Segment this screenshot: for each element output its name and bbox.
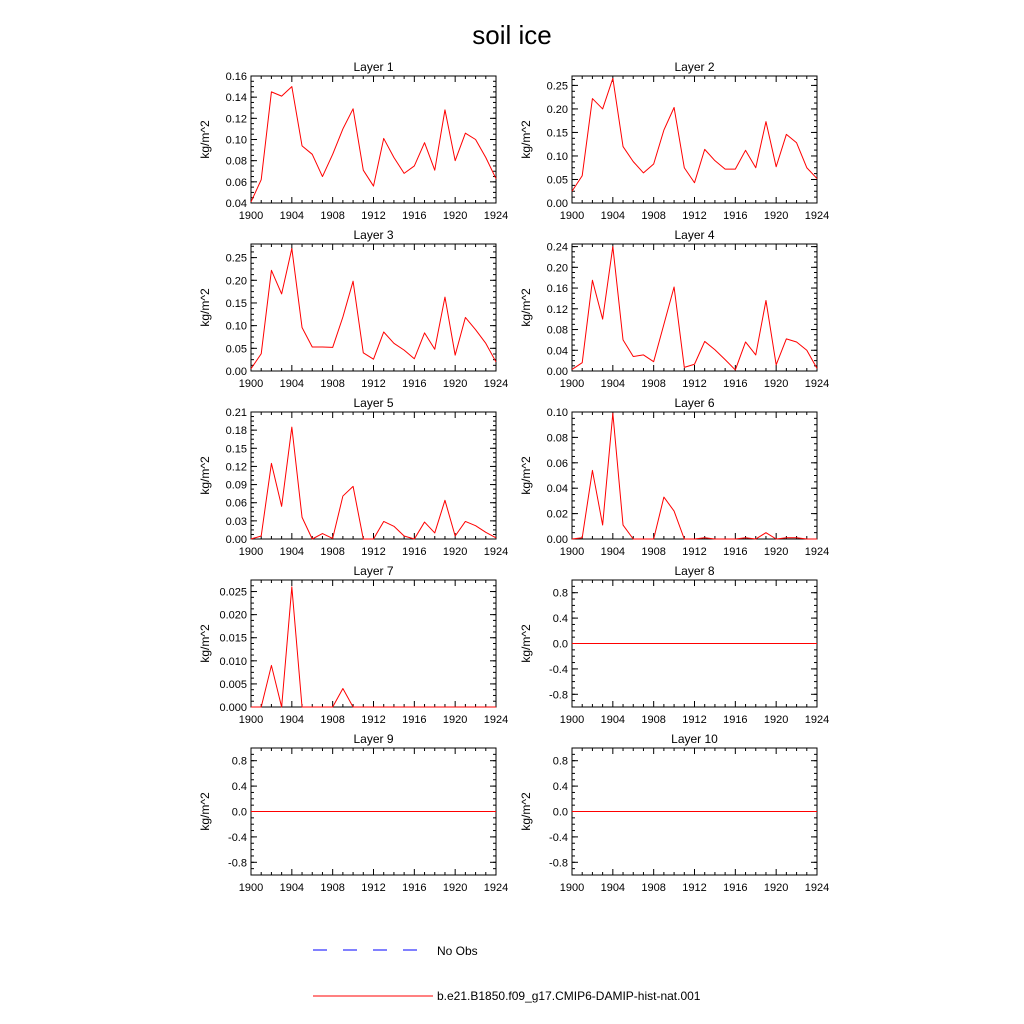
x-tick-label: 1916 (402, 714, 427, 726)
plot-frame (251, 244, 496, 371)
y-axis-label: kg/m^2 (519, 792, 533, 831)
y-tick-label: 0.16 (546, 283, 568, 296)
panel-title: Layer 8 (674, 564, 715, 578)
y-tick-label: 0.09 (225, 479, 247, 492)
y-tick-label: 0.15 (225, 443, 247, 456)
y-tick-label: 0.10 (546, 407, 568, 419)
x-tick-label: 1908 (320, 210, 345, 222)
x-tick-label: 1920 (442, 882, 468, 894)
x-tick-label: 1916 (723, 378, 748, 390)
x-tick-label: 1904 (279, 714, 305, 726)
panel-layer-7 (198, 564, 508, 726)
y-tick-label: 0.06 (225, 497, 247, 510)
y-tick-label: -0.4 (549, 831, 568, 844)
y-axis-label: kg/m^2 (198, 288, 212, 327)
panel-title: Layer 9 (353, 732, 394, 746)
panel-layer-9 (198, 732, 508, 894)
x-tick-label: 1916 (402, 546, 427, 558)
y-tick-label: 0.04 (546, 345, 568, 358)
y-tick-label: 0.24 (546, 241, 568, 254)
x-tick-label: 1924 (804, 882, 830, 894)
x-tick-label: 1924 (483, 378, 509, 390)
y-tick-label: 0.4 (552, 613, 568, 626)
panel-title: Layer 3 (353, 228, 394, 242)
x-tick-label: 1920 (442, 546, 468, 558)
legend-obs-label: No Obs (437, 944, 478, 958)
x-tick-label: 1920 (442, 210, 468, 222)
y-tick-label: 0.06 (225, 176, 247, 189)
x-tick-label: 1900 (238, 210, 264, 222)
x-tick-label: 1900 (559, 882, 585, 894)
panel-title: Layer 7 (353, 564, 394, 578)
y-tick-label: 0.015 (219, 632, 247, 645)
y-axis-label: kg/m^2 (198, 624, 212, 663)
series-line-model (251, 249, 496, 369)
x-tick-label: 1912 (682, 714, 707, 726)
series-line-model (572, 413, 817, 539)
x-tick-label: 1920 (763, 210, 789, 222)
x-tick-label: 1912 (682, 882, 707, 894)
y-tick-label: 0.20 (546, 103, 568, 116)
y-tick-label: 0.00 (225, 534, 247, 546)
x-tick-label: 1912 (361, 210, 386, 222)
panel-layer-6 (519, 396, 829, 558)
panel-title: Layer 6 (674, 396, 715, 410)
x-tick-label: 1924 (483, 210, 509, 222)
x-tick-label: 1908 (641, 210, 666, 222)
x-tick-label: 1912 (361, 378, 386, 390)
x-tick-label: 1900 (559, 378, 585, 390)
x-tick-label: 1904 (279, 882, 305, 894)
y-tick-label: 0.15 (225, 297, 247, 310)
panel-layer-4 (519, 228, 829, 390)
y-axis-label: kg/m^2 (519, 288, 533, 327)
y-tick-label: 0.005 (219, 678, 247, 691)
legend (313, 944, 701, 1003)
series-line-model (251, 587, 496, 707)
y-tick-label: 0.8 (552, 755, 568, 768)
y-tick-label: 0.00 (546, 534, 568, 546)
y-tick-label: 0.05 (546, 174, 568, 187)
y-axis-label: kg/m^2 (519, 456, 533, 495)
panel-layer-1 (198, 60, 508, 222)
y-tick-label: 0.08 (225, 155, 247, 168)
plot-frame (251, 580, 496, 707)
y-axis-label: kg/m^2 (519, 120, 533, 159)
x-tick-label: 1908 (320, 882, 345, 894)
y-tick-label: 0.18 (225, 425, 247, 438)
y-tick-label: 0.020 (219, 609, 247, 622)
y-tick-label: 0.03 (225, 515, 247, 528)
panel-title: Layer 2 (674, 60, 715, 74)
y-tick-label: -0.8 (549, 689, 568, 702)
x-tick-label: 1900 (559, 714, 585, 726)
y-tick-label: 0.000 (219, 702, 247, 714)
x-tick-label: 1924 (804, 546, 830, 558)
x-tick-label: 1924 (804, 378, 830, 390)
x-tick-label: 1904 (279, 546, 305, 558)
y-tick-label: 0.025 (219, 586, 247, 599)
y-tick-label: -0.8 (228, 857, 247, 870)
y-tick-label: 0.15 (546, 127, 568, 140)
y-tick-label: -0.4 (549, 663, 568, 676)
x-tick-label: 1924 (804, 210, 830, 222)
panel-layer-10 (519, 732, 829, 894)
x-tick-label: 1924 (483, 714, 509, 726)
x-tick-label: 1924 (483, 882, 509, 894)
panel-title: Layer 5 (353, 396, 394, 410)
panel-title: Layer 4 (674, 228, 715, 242)
x-tick-label: 1900 (559, 210, 585, 222)
plot-frame (251, 412, 496, 539)
figure-title: soil ice (472, 20, 552, 50)
series-line-model (251, 87, 496, 202)
y-axis-label: kg/m^2 (198, 792, 212, 831)
y-tick-label: 0.04 (546, 483, 568, 496)
y-tick-label: 0.0 (552, 638, 568, 651)
x-tick-label: 1900 (238, 378, 264, 390)
x-tick-label: 1908 (320, 714, 345, 726)
y-tick-label: 0.21 (225, 407, 247, 419)
y-tick-label: -0.4 (228, 831, 247, 844)
x-tick-label: 1920 (763, 882, 789, 894)
y-tick-label: 0.4 (231, 781, 247, 794)
y-tick-label: 0.10 (225, 134, 247, 147)
y-tick-label: 0.25 (225, 252, 247, 265)
panel-layer-2 (519, 60, 829, 222)
x-tick-label: 1912 (361, 882, 386, 894)
y-axis-label: kg/m^2 (198, 120, 212, 159)
y-tick-label: 0.00 (225, 366, 247, 378)
y-tick-label: 0.14 (225, 92, 247, 105)
plot-frame (572, 76, 817, 203)
x-tick-label: 1908 (320, 378, 345, 390)
y-tick-label: 0.12 (225, 113, 247, 126)
y-tick-label: 0.08 (546, 432, 568, 445)
y-tick-label: 0.10 (225, 320, 247, 333)
y-tick-label: 0.02 (546, 508, 568, 521)
x-tick-label: 1912 (682, 546, 707, 558)
x-tick-label: 1916 (723, 546, 748, 558)
y-tick-label: 0.0 (552, 806, 568, 819)
y-tick-label: 0.10 (546, 150, 568, 163)
x-tick-label: 1912 (682, 378, 707, 390)
y-tick-label: 0.8 (231, 755, 247, 768)
y-tick-label: 0.08 (546, 324, 568, 337)
x-tick-label: 1904 (600, 378, 626, 390)
x-tick-label: 1916 (402, 882, 427, 894)
plot-frame (572, 412, 817, 539)
x-tick-label: 1904 (279, 378, 305, 390)
panel-layer-3 (198, 228, 508, 390)
panel-layer-8 (519, 564, 829, 726)
x-tick-label: 1912 (361, 714, 386, 726)
panel-layer-5 (198, 396, 508, 558)
x-tick-label: 1916 (723, 714, 748, 726)
y-axis-label: kg/m^2 (198, 456, 212, 495)
y-tick-label: 0.12 (546, 303, 568, 316)
x-tick-label: 1916 (402, 210, 427, 222)
x-tick-label: 1900 (559, 546, 585, 558)
x-tick-label: 1920 (763, 714, 789, 726)
x-tick-label: 1904 (600, 210, 626, 222)
y-tick-label: 0.00 (546, 198, 568, 210)
x-tick-label: 1920 (442, 378, 468, 390)
series-line-model (572, 247, 817, 370)
y-axis-label: kg/m^2 (519, 624, 533, 663)
y-tick-label: 0.8 (552, 587, 568, 600)
x-tick-label: 1916 (723, 882, 748, 894)
panel-title: Layer 1 (353, 60, 394, 74)
x-tick-label: 1924 (483, 546, 509, 558)
y-tick-label: 0.25 (546, 80, 568, 93)
x-tick-label: 1916 (723, 210, 748, 222)
y-tick-label: 0.0 (231, 806, 247, 819)
y-tick-label: 0.16 (225, 71, 247, 83)
x-tick-label: 1908 (320, 546, 345, 558)
x-tick-label: 1908 (641, 882, 666, 894)
y-tick-label: 0.12 (225, 461, 247, 474)
y-tick-label: 0.20 (546, 262, 568, 275)
panel-title: Layer 10 (671, 732, 718, 746)
x-tick-label: 1908 (641, 378, 666, 390)
x-tick-label: 1904 (600, 714, 626, 726)
panel-grid (198, 60, 829, 894)
x-tick-label: 1916 (402, 378, 427, 390)
x-tick-label: 1924 (804, 714, 830, 726)
x-tick-label: 1920 (442, 714, 468, 726)
x-tick-label: 1904 (279, 210, 305, 222)
y-tick-label: 0.20 (225, 275, 247, 288)
x-tick-label: 1900 (238, 882, 264, 894)
x-tick-label: 1920 (763, 546, 789, 558)
y-tick-label: 0.00 (546, 366, 568, 378)
y-tick-label: 0.05 (225, 343, 247, 356)
y-tick-label: -0.8 (549, 857, 568, 870)
y-tick-label: 0.010 (219, 655, 247, 668)
x-tick-label: 1904 (600, 882, 626, 894)
x-tick-label: 1900 (238, 546, 264, 558)
y-tick-label: 0.4 (552, 781, 568, 794)
series-line-model (572, 78, 817, 191)
series-line-model (251, 427, 496, 539)
plot-frame (572, 244, 817, 371)
x-tick-label: 1908 (641, 714, 666, 726)
x-tick-label: 1912 (361, 546, 386, 558)
y-tick-label: 0.04 (225, 198, 247, 210)
x-tick-label: 1920 (763, 378, 789, 390)
x-tick-label: 1908 (641, 546, 666, 558)
y-tick-label: 0.06 (546, 457, 568, 470)
x-tick-label: 1900 (238, 714, 264, 726)
x-tick-label: 1912 (682, 210, 707, 222)
x-tick-label: 1904 (600, 546, 626, 558)
legend-model-label: b.e21.B1850.f09_g17.CMIP6-DAMIP-hist-nat.001 (437, 989, 701, 1003)
